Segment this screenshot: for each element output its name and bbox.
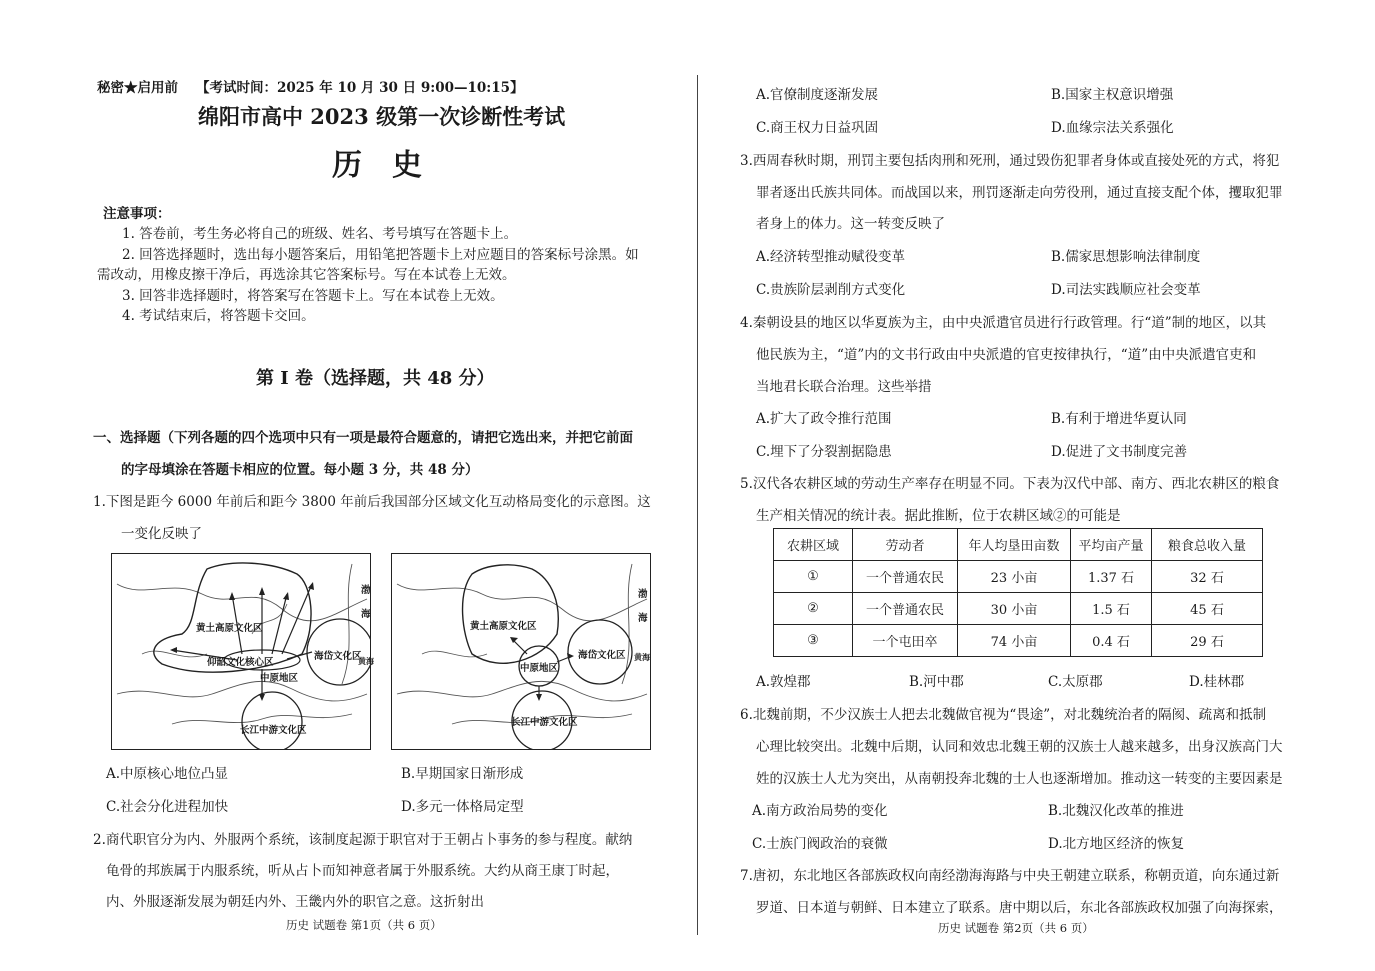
- q2-option-c: C.商王权力日益巩固: [756, 120, 879, 136]
- question-3-stem: 3.西周春秋时期，刑罚主要包括肉刑和死刑，通过毁伤犯罪者身体或直接处死的方式，将犯: [740, 153, 1280, 169]
- q6-option-a: A.南方政治局势的变化: [752, 803, 888, 819]
- table-cell: 1.5 石: [1071, 593, 1152, 625]
- map1-label-yangtze: 长江中游文化区: [240, 725, 307, 736]
- map2-label-bohai-a: 渤: [638, 589, 648, 600]
- question-2-stem: 龟骨的邦族属于内服系统，听从占卜而知神意者属于外服系统。大约从商王康丁时起，: [106, 863, 619, 879]
- notice-item: 需改动，用橡皮擦干净后，再选涂其它答案标号。写在本试卷上无效。: [97, 267, 516, 283]
- map-6000-years: [111, 553, 374, 750]
- table-header-cell: 粮食总收入量: [1152, 529, 1263, 561]
- q2-option-b: B.国家主权意识增强: [1051, 87, 1174, 103]
- q1-option-b: B.早期国家日渐形成: [401, 766, 524, 782]
- map1-label-haidai: 海岱文化区: [314, 651, 362, 662]
- q3-option-d: D.司法实践顺应社会变革: [1051, 282, 1201, 298]
- map1-label-bohai-b: 海: [361, 609, 371, 620]
- question-7-stem: 7.唐初，东北地区各部族政权向南经渤海海路与中央王朝建立联系，称朝贡道，向东通过新: [740, 868, 1280, 884]
- question-1-stem: 1.下图是距今 6000 年前后和距今 3800 年前后我国部分区域文化互动格局变化的示意图。这: [93, 494, 651, 510]
- table-row: [774, 625, 1263, 657]
- q6-option-c: C.士族门阀政治的衰微: [752, 836, 888, 852]
- q4-option-b: B.有利于增进华夏认同: [1051, 411, 1187, 427]
- exam-title: 绵阳市高中 2023 级第一次诊断性考试: [198, 104, 566, 129]
- table-cell: 74 小亩: [958, 625, 1071, 657]
- map2-label-bohai-b: 海: [638, 613, 648, 624]
- table-cell: 1.37 石: [1071, 561, 1152, 593]
- table-header-cell: 平均亩产量: [1071, 529, 1152, 561]
- q5-option-b: B.河中郡: [909, 674, 964, 690]
- question-4-stem: 他民族为主，“道”内的文书行政由中央派遣的官吏按律执行，“道”由中央派遣官吏和: [756, 347, 1257, 363]
- map1-label-central: 中原地区: [260, 673, 299, 684]
- q6-option-d: D.北方地区经济的恢复: [1048, 836, 1185, 852]
- table-row: [774, 593, 1263, 625]
- q5-option-c: C.太原郡: [1048, 674, 1103, 690]
- notice-item: 2. 回答选择题时，选出每小题答案后，用铅笔把答题卡上对应题目的答案标号涂黑。如: [122, 247, 639, 263]
- table-row: [774, 561, 1263, 593]
- notice-item: 3. 回答非选择题时，将答案写在答题卡上。写在本试卷上无效。: [122, 288, 504, 304]
- map2-label-haidai: 海岱文化区: [578, 650, 626, 661]
- table-cell: 30 小亩: [958, 593, 1071, 625]
- question-2-stem: 内、外服逐渐发展为朝廷内外、王畿内外的职官之意。这折射出: [106, 894, 484, 910]
- question-3-stem: 罪者逐出氏族共同体。而战国以来，刑罚逐渐走向劳役刑，通过直接支配个体，攫取犯罪: [756, 185, 1283, 201]
- q3-option-c: C.贵族阶层剥削方式变化: [756, 282, 906, 298]
- map1-label-yellow-sea: 黄海: [358, 656, 374, 666]
- table-cell: 一个普通农民: [853, 593, 958, 625]
- table-header-cell: 农耕区域: [774, 529, 853, 561]
- notice-title: 注意事项：: [103, 206, 171, 222]
- notice-item: 1. 答卷前，考生务必将自己的班级、姓名、考号填写在答题卡上。: [122, 226, 518, 242]
- table-cell: ②: [774, 593, 853, 625]
- subject-title: 历 史: [332, 148, 422, 183]
- page-divider: [697, 75, 698, 935]
- q2-option-d: D.血缘宗法关系强化: [1051, 120, 1174, 136]
- table-cell: ③: [774, 625, 853, 657]
- question-3-stem: 者身上的体力。这一转变反映了: [756, 216, 945, 232]
- map2-label-yangtze: 长江中游文化区: [511, 717, 578, 728]
- grain-table: [773, 528, 1263, 657]
- table-header-cell: 年人均垦田亩数: [958, 529, 1071, 561]
- map1-label-loess: 黄土高原文化区: [196, 623, 263, 634]
- q4-option-a: A.扩大了政令推行范围: [756, 411, 892, 427]
- question-5-stem: 5.汉代各农耕区域的劳动生产率存在明显不同。下表为汉代中部、南方、西北农耕区的粮食: [740, 476, 1280, 492]
- question-4-stem: 当地君长联合治理。这些举措: [756, 379, 932, 395]
- map2-label-loess-text: 黄土高原文化区: [470, 621, 537, 632]
- exam-time: 【考试时间：2025 年 10 月 30 日 9:00—10:15】: [196, 80, 524, 96]
- q2-option-a: A.官僚制度逐渐发展: [756, 87, 879, 103]
- table-header-cell: 劳动者: [853, 529, 958, 561]
- table-cell: 一个屯田卒: [853, 625, 958, 657]
- q4-option-d: D.促进了文书制度完善: [1051, 444, 1188, 460]
- q1-option-a: A.中原核心地位凸显: [106, 766, 229, 782]
- q1-option-d: D.多元一体格局定型: [401, 799, 524, 815]
- q1-option-c: C.社会分化进程加快: [106, 799, 229, 815]
- notice-item: 4. 考试结束后，将答题卡交回。: [122, 308, 315, 324]
- table-cell: 一个普通农民: [853, 561, 958, 593]
- table-cell: ①: [774, 561, 853, 593]
- question-6-stem: 心理比较突出。北魏中后期，认同和效忠北魏王朝的汉族士人越来越多，出身汉族高门大: [756, 739, 1283, 755]
- question-6-stem: 姓的汉族士人尤为突出，从南朝投奔北魏的士人也逐渐增加。推动这一转变的主要因素是: [756, 771, 1283, 787]
- map1-label-yangshao: 仰韶文化核心区: [207, 657, 274, 668]
- map2-label-central: 中原地区: [520, 663, 559, 674]
- question-1-stem: 一变化反映了: [121, 526, 202, 542]
- question-5-stem: 生产相关情况的统计表。据此推断，位于农耕区域②的可能是: [756, 508, 1121, 524]
- secret-label: 秘密★启用前: [97, 80, 178, 96]
- table-cell: 32 石: [1152, 561, 1263, 593]
- question-4-stem: 4.秦朝设县的地区以华夏族为主，由中央派遣官员进行行政管理。行“道”制的地区，以其: [740, 315, 1267, 331]
- map1-label-bohai-a: 渤: [361, 585, 371, 596]
- volume-title: 第 I 卷（选择题，共 48 分）: [256, 368, 495, 389]
- table-cell: 0.4 石: [1071, 625, 1152, 657]
- table-cell: 29 石: [1152, 625, 1263, 657]
- page-footer-2: 历史 试题卷 第2页（共 6 页）: [938, 921, 1094, 935]
- section-instruction: 一、选择题（下列各题的四个选项中只有一项是最符合题意的，请把它选出来，并把它前面: [93, 430, 633, 446]
- q5-option-d: D.桂林郡: [1189, 674, 1245, 690]
- q4-option-c: C.埋下了分裂割据隐患: [756, 444, 892, 460]
- question-6-stem: 6.北魏前期，不少汉族士人把去北魏做官视为“畏途”，对北魏统治者的隔阂、疏离和抵制: [740, 707, 1267, 723]
- table-cell: 23 小亩: [958, 561, 1071, 593]
- table-cell: 45 石: [1152, 593, 1263, 625]
- section-instruction: 的字母填涂在答题卡相应的位置。每小题 3 分，共 48 分）: [121, 462, 479, 478]
- question-2-stem: 2.商代职官分为内、外服两个系统，该制度起源于职官对于王朝占卜事务的参与程度。献纳: [93, 832, 633, 848]
- q3-option-b: B.儒家思想影响法律制度: [1051, 249, 1201, 265]
- q5-option-a: A.敦煌郡: [756, 674, 811, 690]
- page-footer-1: 历史 试题卷 第1页（共 6 页）: [286, 918, 442, 932]
- q6-option-b: B.北魏汉化改革的推进: [1048, 803, 1184, 819]
- map-3800-years: [391, 553, 651, 750]
- question-7-stem: 罗道、日本道与朝鲜、日本建立了联系。唐中期以后，东北各部族政权加强了向海探索，: [756, 900, 1283, 916]
- map2-label-yellow-sea: 黄海: [634, 652, 650, 662]
- table-header-row: [774, 529, 1263, 561]
- q3-option-a: A.经济转型推动赋役变革: [756, 249, 906, 265]
